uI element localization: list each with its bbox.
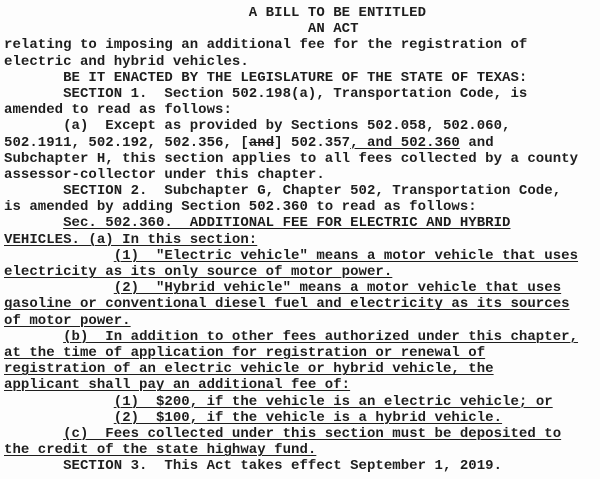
added-text: VEHICLES. (a) In this section: — [4, 231, 258, 248]
bill-text: electric and hybrid vehicles. — [4, 53, 249, 70]
bill-text-body — [4, 5, 596, 474]
bill-line — [4, 102, 596, 118]
added-text: (b) In addition to other fees authorized under this chapter, — [63, 328, 579, 345]
bill-line — [4, 199, 596, 215]
bill-line — [4, 151, 596, 167]
bill-text: Subchapter H, this section applies to all fees collected by a county — [4, 150, 579, 167]
bill-line — [4, 426, 596, 442]
bill-line — [4, 135, 596, 151]
added-text: (2) $100, if the vehicle is a hybrid vehicle. — [113, 409, 503, 426]
bill-line — [4, 167, 596, 183]
bill-line — [4, 410, 596, 426]
added-text: (1) "Electric vehicle" means a motor vehicle that uses — [113, 247, 579, 264]
bill-text: assessor-collector under this chapter. — [4, 166, 325, 183]
bill-line — [4, 345, 596, 361]
bill-line — [4, 394, 596, 410]
bill-text — [4, 426, 63, 442]
bill-text: is amended by adding Section 502.360 to read as follows: — [4, 199, 477, 216]
bill-text: (a) Except as provided by Sections 502.058, 502.060, — [4, 118, 511, 135]
bill-line — [4, 86, 596, 102]
added-text: of motor power. — [4, 312, 131, 329]
bill-line — [4, 329, 596, 345]
bill-text: amended to read as follows: — [4, 102, 232, 119]
bill-text: and — [459, 134, 494, 151]
bill-text: SECTION 1. Section 502.198(a), Transportation Code, is — [4, 85, 528, 102]
bill-line — [4, 264, 596, 280]
added-text: Sec. 502.360. ADDITIONAL FEE FOR ELECTRIC AND HYBRID — [63, 215, 511, 232]
bill-line — [4, 70, 596, 86]
bill-text — [4, 248, 114, 264]
added-text: gasoline or conventional diesel fuel and electricity as its sources — [4, 296, 570, 313]
bill-line — [4, 118, 596, 134]
bill-line — [4, 361, 596, 377]
added-text: , and 502.360 — [350, 134, 460, 151]
added-text: (2) "Hybrid vehicle" means a motor vehicle that uses — [113, 280, 562, 297]
bill-text: SECTION 2. Subchapter G, Chapter 502, Transportation Code, — [4, 183, 562, 200]
bill-text: ] 502.357 — [274, 134, 351, 151]
bill-text — [4, 329, 63, 345]
bill-line — [4, 37, 596, 53]
bill-text: 502.1911, 502.192, 502.356, [ — [4, 134, 249, 151]
bill-line — [4, 5, 596, 21]
bill-line — [4, 313, 596, 329]
added-text: at the time of application for registration or renewal of — [4, 344, 486, 361]
bill-line — [4, 280, 596, 296]
bill-text: AN ACT — [4, 21, 359, 38]
bill-text: A BILL TO BE ENTITLED — [4, 5, 427, 21]
bill-text: BE IT ENACTED BY THE LEGISLATURE OF THE STATE OF TEXAS: — [4, 69, 528, 86]
bill-line — [4, 248, 596, 264]
deleted-text: and — [248, 134, 275, 151]
bill-text: relating to imposing an additional fee for the registration of — [4, 37, 528, 54]
added-text: registration of an electric vehicle or hybrid vehicle, the — [4, 361, 494, 378]
bill-text — [4, 280, 114, 296]
bill-line — [4, 377, 596, 393]
bill-line — [4, 232, 596, 248]
bill-line — [4, 442, 596, 458]
added-text: electricity as its only source of motor power. — [4, 264, 393, 280]
bill-line — [4, 458, 596, 474]
bill-text — [4, 410, 114, 426]
added-text: applicant shall pay an additional fee of: — [4, 377, 351, 394]
bill-line — [4, 215, 596, 231]
added-text: (1) $200, if the vehicle is an electric vehicle; or — [113, 393, 553, 410]
bill-line — [4, 21, 596, 37]
bill-line — [4, 183, 596, 199]
bill-text — [4, 394, 114, 410]
bill-line — [4, 296, 596, 312]
bill-text: SECTION 3. This Act takes effect September 1, 2019. — [4, 458, 503, 475]
added-text: (c) Fees collected under this section must be deposited to — [63, 425, 562, 442]
added-text: the credit of the state highway fund. — [4, 442, 317, 459]
bill-text — [4, 215, 63, 231]
bill-line — [4, 54, 596, 70]
